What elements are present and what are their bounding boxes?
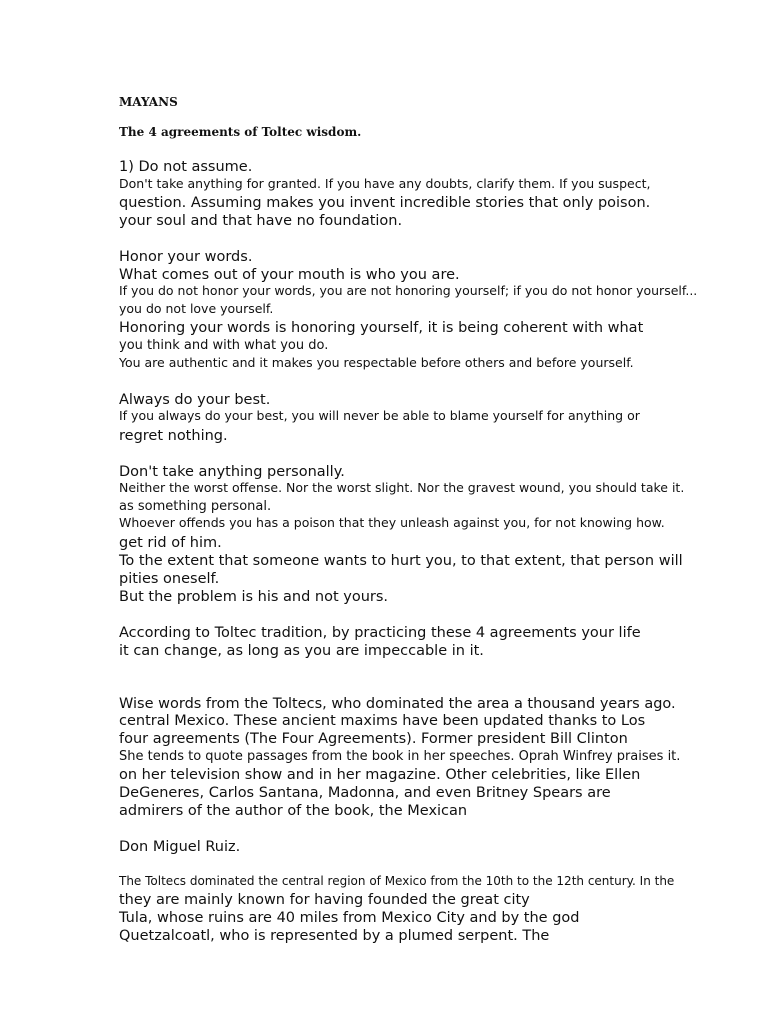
paragraph-line: The Toltecs dominated the central region of Mexico from the 10th to the 12th century. In the	[119, 874, 675, 888]
paragraph-line: Neither the worst offense. Nor the worst slight. Nor the gravest wound, you should take it.	[119, 480, 685, 495]
paragraph-line: four agreements (The Four Agreements). Former president Bill Clinton	[119, 731, 628, 747]
paragraph-line: it can change, as long as you are impeccable in it.	[119, 643, 484, 659]
paragraph-line: Don't take anything for granted. If you have any doubts, clarify them. If you suspect,	[119, 176, 651, 191]
paragraph-line: they are mainly known for having founded the great city	[119, 892, 530, 908]
paragraph-line: To the extent that someone wants to hurt you, to that extent, that person will	[119, 553, 683, 569]
paragraph-line: Honoring your words is honoring yourself, it is being coherent with what	[119, 320, 644, 336]
paragraph-line: get rid of him.	[119, 535, 222, 551]
paragraph-line: your soul and that have no foundation.	[119, 213, 403, 229]
agreement-4-title: Don't take anything personally.	[119, 464, 345, 480]
paragraph-line: DeGeneres, Carlos Santana, Madonna, and even Britney Spears are	[119, 785, 611, 801]
paragraph-line: admirers of the author of the book, the Mexican	[119, 803, 468, 819]
agreement-2-title: Honor your words.	[119, 249, 253, 265]
paragraph-line: But the problem is his and not yours.	[119, 589, 389, 605]
paragraph-line: What comes out of your mouth is who you are.	[119, 267, 460, 283]
paragraph-line: pities oneself.	[119, 571, 220, 587]
author-name: Don Miguel Ruiz.	[119, 839, 241, 855]
paragraph-line: you do not love yourself.	[119, 301, 274, 316]
paragraph-line: You are authentic and it makes you respectable before others and before yourself.	[119, 355, 634, 370]
paragraph-line: Quetzalcoatl, who is represented by a plumed serpent. The	[119, 928, 550, 944]
paragraph-line: According to Toltec tradition, by practicing these 4 agreements your life	[119, 625, 641, 641]
paragraph-line: you think and with what you do.	[119, 338, 329, 353]
document-heading: MAYANS	[119, 95, 178, 109]
paragraph-line: central Mexico. These ancient maxims have been updated thanks to Los	[119, 713, 646, 729]
paragraph-line: If you always do your best, you will never be able to blame yourself for anything or	[119, 408, 640, 423]
paragraph-line: regret nothing.	[119, 428, 228, 444]
document-subheading: The 4 agreements of Toltec wisdom.	[119, 125, 362, 139]
agreement-3-title: Always do your best.	[119, 392, 271, 408]
agreement-1-title: 1) Do not assume.	[119, 159, 253, 175]
paragraph-line: If you do not honor your words, you are not honoring yourself; if you do not honor yourself...	[119, 283, 698, 298]
paragraph-line: Whoever offends you has a poison that they unleash against you, for not knowing how.	[119, 515, 665, 530]
paragraph-line: She tends to quote passages from the book in her speeches. Oprah Winfrey praises it.	[119, 749, 681, 764]
paragraph-line: Wise words from the Toltecs, who dominated the area a thousand years ago.	[119, 696, 676, 712]
paragraph-line: Tula, whose ruins are 40 miles from Mexico City and by the god	[119, 910, 580, 926]
paragraph-line: on her television show and in her magazine. Other celebrities, like Ellen	[119, 767, 641, 783]
paragraph-line: question. Assuming makes you invent incredible stories that only poison.	[119, 195, 651, 211]
paragraph-line: as something personal.	[119, 499, 272, 514]
